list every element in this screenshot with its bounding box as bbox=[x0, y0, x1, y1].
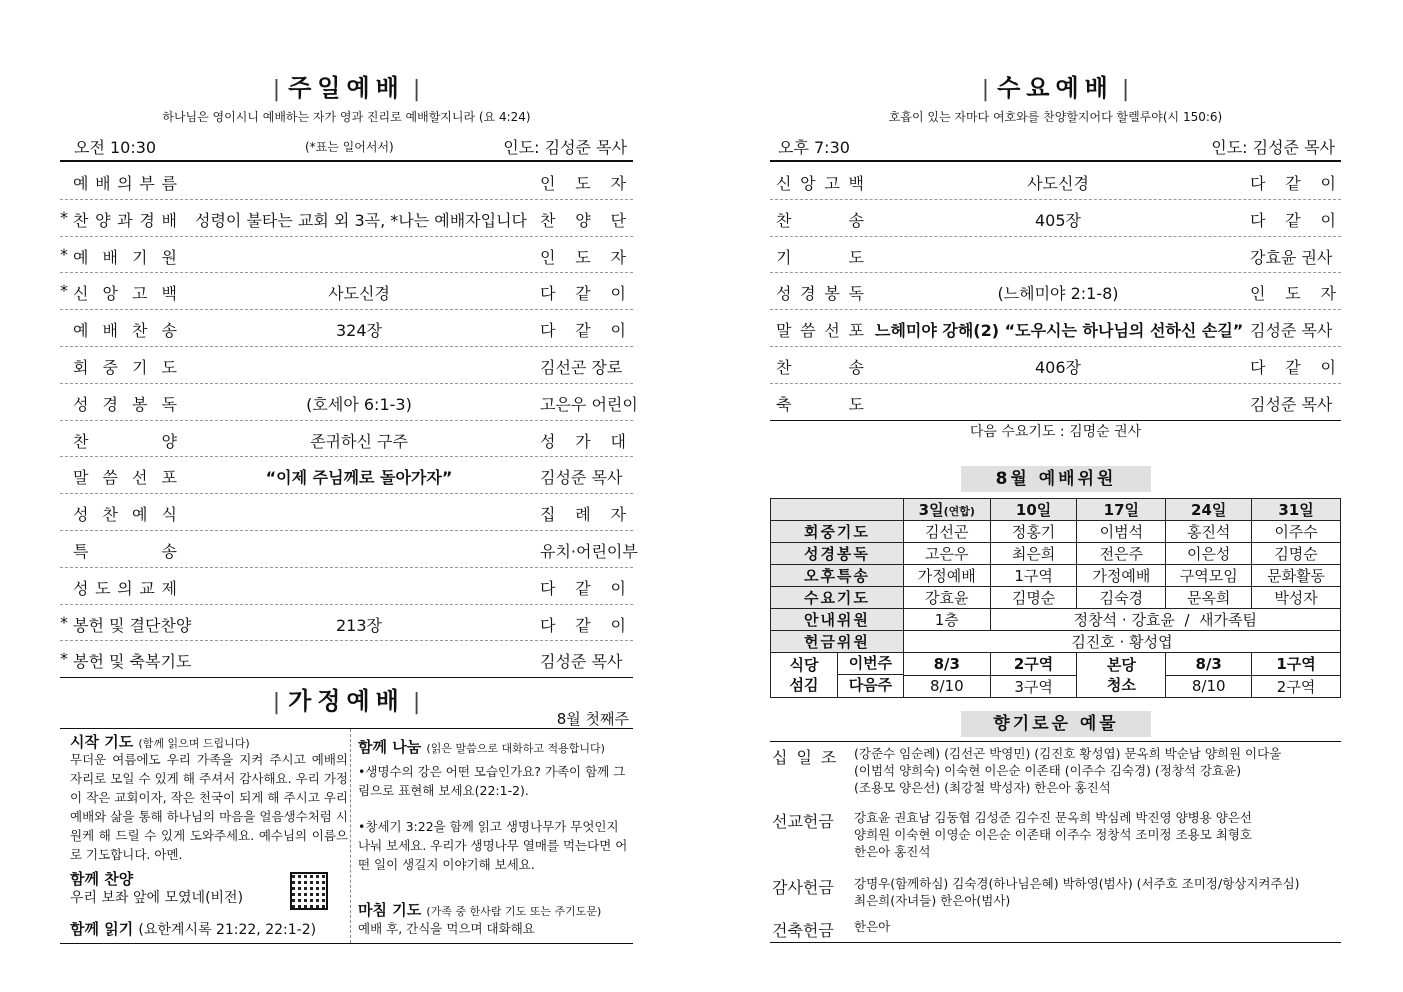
clean-label-2: 청소 bbox=[1106, 676, 1136, 694]
offering-name-line: 한은아 홍진석 bbox=[854, 844, 931, 859]
usher-first: 1층 bbox=[903, 609, 990, 631]
order-person: 고은우 어린이 bbox=[540, 394, 638, 414]
roster-row bbox=[771, 543, 1341, 565]
order-person: 다 같 이 bbox=[1250, 174, 1336, 193]
order-content: 406장 bbox=[1035, 357, 1081, 377]
order-item: 찬 양 bbox=[73, 431, 177, 451]
order-row bbox=[770, 163, 1341, 200]
offering-label: 선교헌금 bbox=[772, 812, 834, 831]
order-person: 다 같 이 bbox=[1250, 210, 1336, 230]
offering-committee-value: 김진호 · 황성엽 bbox=[903, 631, 1340, 653]
offering-names bbox=[854, 745, 1341, 796]
order-content: “이제 주님께로 돌아가자” bbox=[265, 468, 453, 488]
order-item: 찬 송 bbox=[776, 210, 864, 230]
order-item: 신 앙 고 백 bbox=[776, 174, 864, 193]
order-item: 신 앙 고 백 bbox=[73, 284, 177, 304]
order-content: 성령이 불타는 교회 외 3곡, *나는 예배자입니다 bbox=[195, 210, 527, 230]
order-person: 김성준 목사 bbox=[1250, 394, 1333, 414]
clean-next-date: 8/10 bbox=[1166, 675, 1252, 698]
family-worship-box bbox=[60, 728, 633, 944]
roster-row bbox=[771, 587, 1341, 609]
roster-date: 3일(연합) bbox=[903, 499, 990, 521]
order-item: 봉헌 및 축복기도 bbox=[73, 652, 192, 672]
offering-name-line: 강효윤 권효남 김동협 김성준 김수진 문옥희 박심례 박진영 양병용 양은선 bbox=[854, 810, 1253, 825]
roster-cell: 박성자 bbox=[1252, 587, 1341, 609]
offering-name-line: (강준수 임순례) (김선곤 박영민) (김진호 황성엽) 문옥희 박순남 양희원 이다울 bbox=[854, 746, 1282, 761]
order-content: 존귀하신 구주 bbox=[310, 431, 408, 451]
next-wednesday-prayer: 다음 수요기도 : 김명순 권사 bbox=[969, 424, 1142, 440]
roster-header-row bbox=[771, 499, 1341, 521]
order-item: 기 도 bbox=[776, 247, 864, 267]
roster-row-label: 오후특송 bbox=[771, 565, 904, 587]
offering-name-line: (조용모 양은선) (최강철 박성자) 한은아 홍진석 bbox=[854, 780, 1111, 795]
order-item: 찬 송 bbox=[776, 357, 864, 377]
order-person: 다 같 이 bbox=[540, 578, 626, 598]
order-person: 성 가 대 bbox=[540, 431, 626, 451]
roster-row-label: 수요기도 bbox=[771, 587, 904, 609]
offering-label: 십일조 bbox=[772, 748, 846, 767]
order-person: 인 도 자 bbox=[540, 247, 626, 267]
meal-next-group: 3구역 bbox=[990, 675, 1077, 698]
meal-label-cell bbox=[771, 653, 904, 698]
order-person: 강효윤 권사 bbox=[1250, 247, 1333, 267]
order-row bbox=[60, 347, 633, 384]
order-person: 집 례 자 bbox=[540, 505, 626, 525]
roster-row-label: 성경봉독 bbox=[771, 543, 904, 565]
order-row bbox=[60, 310, 633, 347]
order-person: 다 같 이 bbox=[540, 284, 626, 304]
start-prayer-heading: 시작 기도 (함께 읽으며 드립니다) bbox=[70, 733, 250, 751]
order-person: 김선곤 장로 bbox=[540, 357, 623, 377]
order-person: 김성준 목사 bbox=[1250, 321, 1333, 341]
order-row bbox=[770, 237, 1341, 274]
offering-label: 건축헌금 bbox=[772, 921, 834, 940]
order-person: 김성준 목사 bbox=[540, 652, 623, 672]
roster-row-label: 회중기도 bbox=[771, 521, 904, 543]
order-content: 사도신경 bbox=[328, 284, 390, 304]
roster-cell: 김숙경 bbox=[1077, 587, 1166, 609]
offering-name-line: (이범석 양희숙) 이숙현 이은순 이존태 (이주수 김숙경) (정창석 강효윤) bbox=[854, 763, 1242, 778]
next-week-label: 다음주 bbox=[848, 676, 893, 694]
roster-date: 24일 bbox=[1166, 499, 1252, 521]
order-person: 다 같 이 bbox=[540, 321, 626, 341]
roster-cell: 문화활동 bbox=[1252, 565, 1341, 587]
order-row bbox=[770, 347, 1341, 384]
roster-cell: 전은주 bbox=[1077, 543, 1166, 565]
order-row bbox=[770, 384, 1341, 421]
order-content: 405장 bbox=[1035, 210, 1081, 230]
offering-name-line: 최은희(자녀들) 한은아(범사) bbox=[854, 893, 1011, 908]
sharing-question-1: •생명수의 강은 어떤 모습인가요? 가족이 함께 그림으로 표현해 보세요(22:1-2). bbox=[358, 764, 626, 798]
order-item: 찬 양 과 경 배 bbox=[73, 210, 177, 230]
order-row bbox=[60, 384, 638, 421]
order-item: 예 배 찬 송 bbox=[73, 321, 177, 341]
wednesday-order-table bbox=[770, 163, 1341, 421]
hymn-heading: 함께 찬양 bbox=[70, 870, 134, 888]
offering-names bbox=[854, 875, 1341, 909]
meal-this-date: 8/3 bbox=[903, 653, 990, 676]
roster-date: 31일 bbox=[1252, 499, 1341, 521]
sunday-leader: 인도: 김성준 목사 bbox=[503, 138, 627, 157]
clean-label bbox=[1077, 653, 1166, 698]
clean-label-1: 본당 bbox=[1106, 656, 1136, 674]
order-item: 특 송 bbox=[73, 541, 177, 561]
order-content: (호세아 6:1-3) bbox=[306, 394, 412, 414]
roster-cell: 가정예배 bbox=[903, 565, 990, 587]
standing-mark: * bbox=[60, 281, 68, 301]
end-prayer-heading: 마침 기도 (가족 중 한사람 기도 또는 주기도문) bbox=[358, 901, 602, 919]
roster-cell: 김명순 bbox=[990, 587, 1077, 609]
standing-mark: * bbox=[60, 207, 68, 227]
roster-cell: 구역모임 bbox=[1166, 565, 1252, 587]
roster-cell: 김선곤 bbox=[903, 521, 990, 543]
roster-cell: 이범석 bbox=[1077, 521, 1166, 543]
order-person: 찬 양 단 bbox=[540, 210, 626, 230]
order-content: (느헤미야 2:1-8) bbox=[997, 284, 1119, 304]
order-row bbox=[770, 273, 1341, 310]
order-person: 다 같 이 bbox=[540, 615, 626, 635]
roster-cell: 김명순 bbox=[1252, 543, 1341, 565]
order-row bbox=[770, 200, 1341, 237]
roster-cell: 가정예배 bbox=[1077, 565, 1166, 587]
offering-names bbox=[854, 918, 1341, 935]
roster-cell: 문옥희 bbox=[1166, 587, 1252, 609]
order-item: 회 중 기 도 bbox=[73, 357, 177, 377]
offering-name-line: 한은아 bbox=[854, 919, 891, 934]
roster-cell: 이주수 bbox=[1252, 521, 1341, 543]
order-content: 느헤미야 강해(2) “도우시는 하나님의 선하신 손길” bbox=[875, 321, 1244, 341]
roster-row bbox=[771, 521, 1341, 543]
sharing-question-2: •창세기 3:22을 함께 읽고 생명나무가 무엇인지 나눠 보세요. 우리가 생명나무 열매를 먹는다면 어떤 일이 생길지 이야기해 보세요. bbox=[358, 819, 628, 872]
order-row bbox=[60, 457, 633, 494]
sunday-verse: 하나님은 영이시니 예배하는 자가 영과 진리로 예배할지니라 (요 4:24) bbox=[162, 110, 531, 124]
reading-heading: 함께 읽기 (요한계시록 21:22, 22:1-2) bbox=[70, 920, 317, 938]
roster-title: 8월 예배위원 bbox=[961, 466, 1151, 492]
order-content: 사도신경 bbox=[1027, 174, 1089, 193]
offering-name-line: 강명우(함께하심) 김숙경(하나님은혜) 박하영(범사) (서주호 조미정/항상지켜주심) bbox=[854, 876, 1300, 891]
roster-corner bbox=[771, 499, 904, 521]
family-title: | 가정예배 | bbox=[272, 687, 421, 715]
order-row bbox=[60, 421, 633, 458]
offering-name-line: 양희원 이숙현 이영순 이은순 이존태 이주수 정창석 조미정 조용모 최형호 bbox=[854, 827, 1253, 842]
roster-table bbox=[770, 498, 1341, 698]
wednesday-title: | 수요예배 | bbox=[981, 74, 1130, 102]
qr-code-icon bbox=[290, 872, 328, 910]
order-item: 봉헌 및 결단찬양 bbox=[73, 615, 192, 635]
order-item: 성 경 봉 독 bbox=[73, 394, 177, 414]
order-item: 성 도 의 교 제 bbox=[73, 578, 177, 598]
roster-cell: 최은희 bbox=[990, 543, 1077, 565]
offerings-title: 향기로운 예물 bbox=[961, 711, 1151, 737]
order-row bbox=[60, 200, 633, 237]
order-person: 김성준 목사 bbox=[540, 468, 623, 488]
offering-label: 감사헌금 bbox=[772, 878, 834, 897]
standing-note: (*표는 일어서서) bbox=[305, 140, 394, 154]
wednesday-info-row bbox=[770, 132, 1341, 162]
end-prayer-text: 예배 후, 간식을 먹으며 대화해요 bbox=[358, 921, 535, 936]
order-item: 성 찬 예 식 bbox=[73, 505, 177, 525]
offering-names bbox=[854, 809, 1341, 860]
offerings-box bbox=[770, 741, 1341, 943]
order-person: 유치·어린이부 bbox=[540, 541, 638, 561]
order-item: 예 배 기 원 bbox=[73, 247, 177, 267]
start-prayer-text: 무더운 여름에도 우리 가족을 지켜 주시고 예배의 자리로 모일 수 있게 해 주셔서 감사해요. 우리 가정이 작은 교회이자, 작은 천국이 되게 해 주시고 우리 예배와 삶을 통해 하나님의 마음을 얼음생수처럼 시원케 해 드릴 수 있게 도와주세요. 예수님의 이름으로 기도합니다. 아멘. bbox=[70, 752, 348, 862]
order-item: 말 씀 선 포 bbox=[776, 321, 864, 341]
meal-this-group: 2구역 bbox=[990, 653, 1077, 676]
standing-mark: * bbox=[60, 649, 68, 669]
order-item: 성 경 봉 독 bbox=[776, 284, 864, 304]
roster-cell: 고은우 bbox=[903, 543, 990, 565]
order-item: 축 도 bbox=[776, 394, 864, 414]
offering-committee-label: 헌금위원 bbox=[771, 631, 904, 653]
usher-rest: 정창석 · 강효윤 / 새가족팀 bbox=[990, 609, 1340, 631]
family-week: 8월 첫째주 bbox=[556, 710, 629, 728]
order-person: 다 같 이 bbox=[1250, 357, 1336, 377]
order-item: 말 씀 선 포 bbox=[73, 468, 177, 488]
order-row bbox=[60, 641, 633, 678]
standing-mark: * bbox=[60, 612, 68, 632]
usher-label: 안내위원 bbox=[771, 609, 904, 631]
roster-cell: 강효윤 bbox=[903, 587, 990, 609]
order-row bbox=[60, 568, 633, 605]
meal-row-this bbox=[771, 653, 1341, 676]
order-content: 324장 bbox=[336, 321, 382, 341]
roster-cell: 1구역 bbox=[990, 565, 1077, 587]
wednesday-leader: 인도: 김성준 목사 bbox=[1211, 138, 1335, 157]
order-item: 예 배 의 부 름 bbox=[73, 174, 177, 193]
hymn-text: 우리 보좌 앞에 모였네(비전) bbox=[70, 890, 244, 906]
usher-row bbox=[771, 609, 1341, 631]
family-left-column bbox=[60, 729, 351, 943]
meal-label-1: 식당 bbox=[789, 656, 819, 674]
order-person: 인 도 자 bbox=[1250, 284, 1336, 304]
roster-date: 17일 bbox=[1077, 499, 1166, 521]
order-row bbox=[60, 531, 638, 568]
order-content: 213장 bbox=[336, 615, 382, 635]
wednesday-verse: 호흡이 있는 자마다 여호와를 찬양할지어다 할렐루야(시 150:6) bbox=[888, 110, 1223, 124]
roster-date: 10일 bbox=[990, 499, 1077, 521]
wednesday-time: 오후 7:30 bbox=[778, 138, 850, 157]
roster-cell: 이은성 bbox=[1166, 543, 1252, 565]
order-row bbox=[60, 494, 633, 531]
family-right-column bbox=[351, 729, 633, 943]
sunday-order-table bbox=[60, 163, 638, 678]
order-row bbox=[60, 163, 633, 200]
roster-cell: 정홍기 bbox=[990, 521, 1077, 543]
sharing-heading: 함께 나눔 (읽은 말씀으로 대화하고 적용합니다) bbox=[358, 738, 605, 756]
order-person: 인 도 자 bbox=[540, 174, 626, 193]
clean-this-group: 1구역 bbox=[1252, 653, 1341, 676]
meal-label-2: 섬김 bbox=[789, 676, 819, 694]
order-row bbox=[770, 310, 1341, 347]
sunday-title: | 주일예배 | bbox=[272, 74, 421, 102]
sunday-time: 오전 10:30 bbox=[74, 138, 157, 157]
offering-committee-row bbox=[771, 631, 1341, 653]
order-row bbox=[60, 273, 633, 310]
standing-mark: * bbox=[60, 244, 68, 264]
order-row bbox=[60, 237, 633, 274]
roster-cell: 홍진석 bbox=[1166, 521, 1252, 543]
this-week-label: 이번주 bbox=[838, 653, 903, 675]
clean-next-group: 2구역 bbox=[1252, 675, 1341, 698]
meal-next-date: 8/10 bbox=[903, 675, 990, 698]
sunday-info-row bbox=[60, 132, 633, 162]
order-row bbox=[60, 605, 633, 642]
clean-this-date: 8/3 bbox=[1166, 653, 1252, 676]
roster-row bbox=[771, 565, 1341, 587]
